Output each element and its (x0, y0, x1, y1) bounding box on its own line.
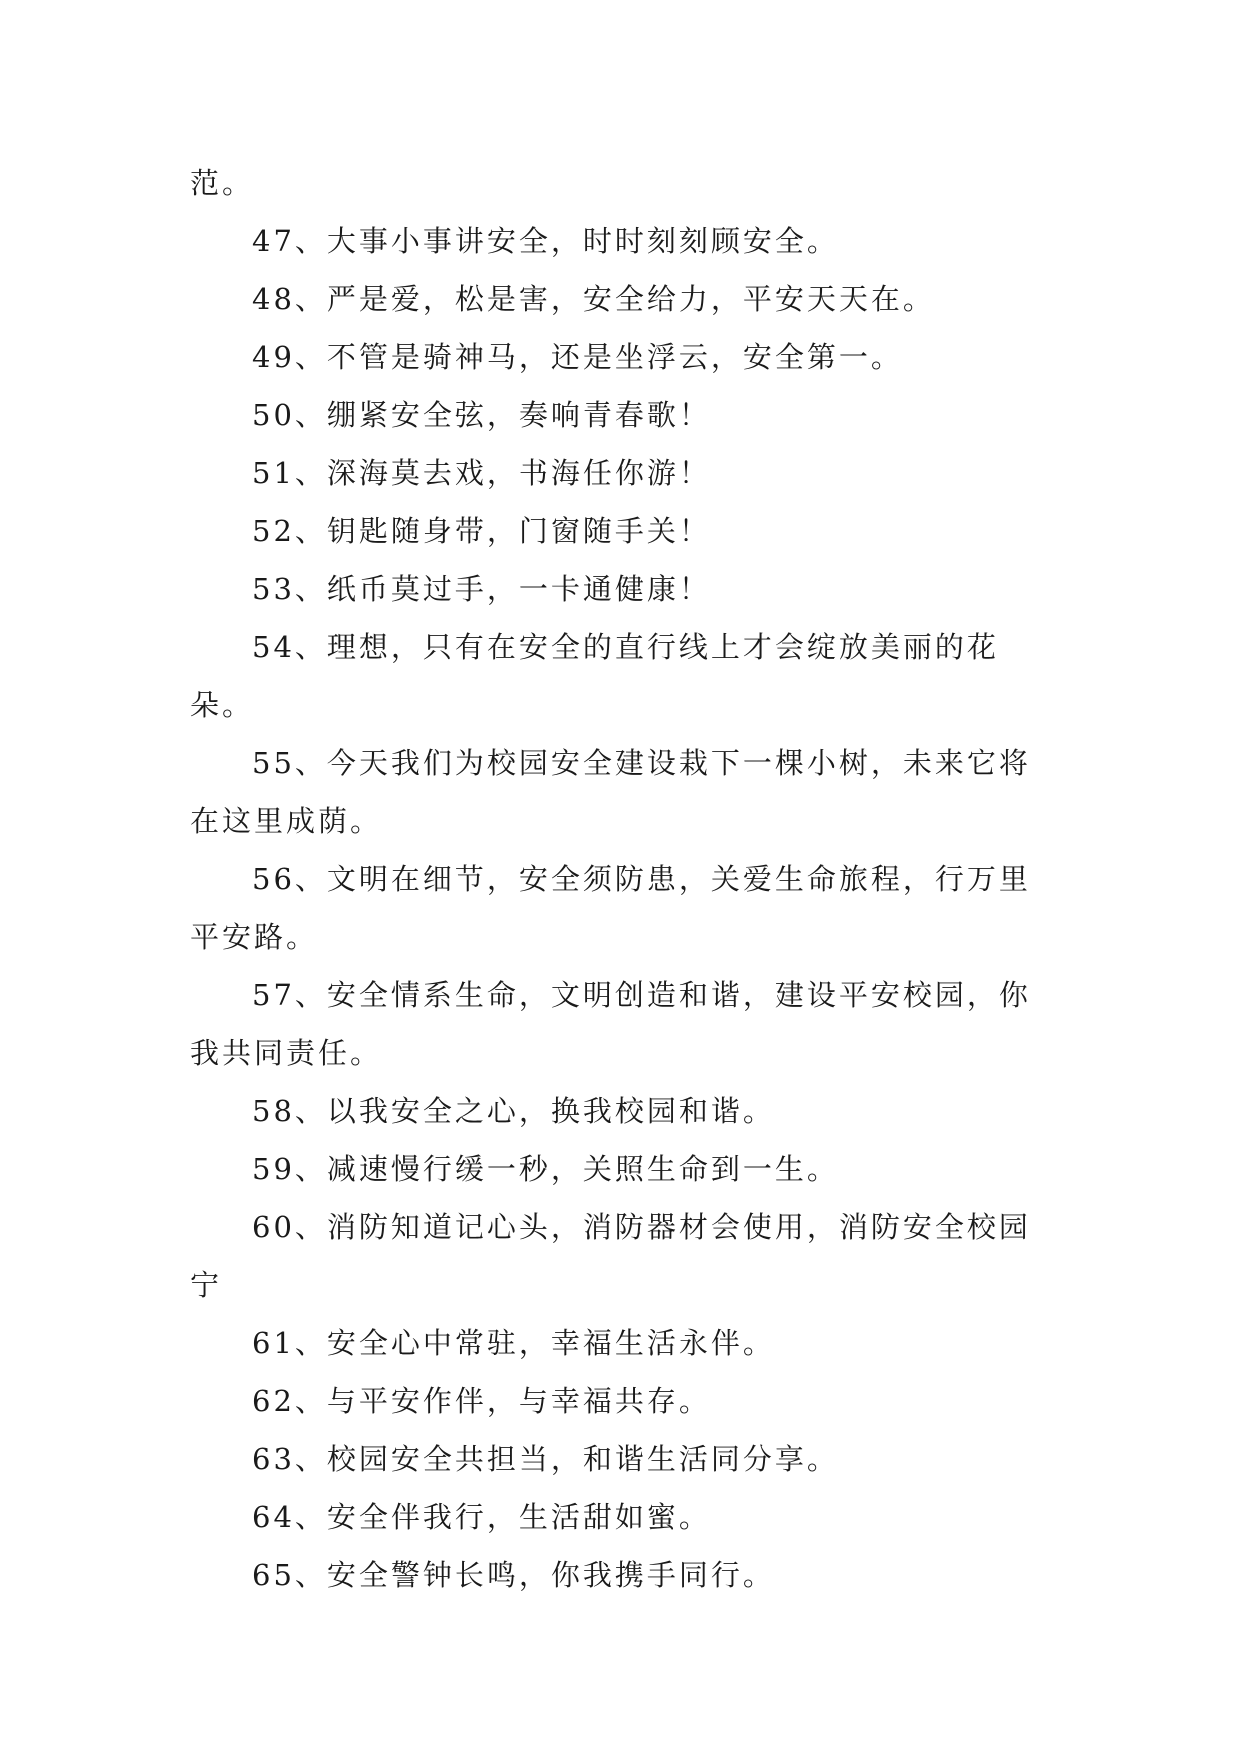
slogan-59: 59、减速慢行缓一秒，关照生命到一生。 (252, 1152, 839, 1186)
paragraph-continuation: 范。 (190, 166, 255, 200)
slogan-60: 60、消防知道记心头，消防器材会使用，消防安全校园宁 (190, 1210, 1031, 1302)
slogan-55: 55、今天我们为校园安全建设栽下一棵小树，未来它将在这里成荫。 (190, 746, 1031, 838)
slogan-49: 49、不管是骑神马，还是坐浮云，安全第一。 (252, 340, 903, 374)
slogan-50: 50、绷紧安全弦，奏响青春歌！ (252, 398, 711, 432)
slogan-51: 51、深海莫去戏，书海任你游！ (252, 456, 711, 490)
slogan-53: 53、纸币莫过手，一卡通健康！ (252, 572, 711, 606)
slogan-52: 52、钥匙随身带，门窗随手关！ (252, 514, 711, 548)
slogan-63: 63、校园安全共担当，和谐生活同分享。 (252, 1442, 839, 1476)
slogan-57: 57、安全情系生命，文明创造和谐，建设平安校园，你我共同责任。 (190, 978, 1031, 1070)
slogan-54: 54、理想，只有在安全的直行线上才会绽放美丽的花朵。 (190, 630, 999, 722)
document-body (190, 154, 1050, 1604)
slogan-48: 48、严是爱，松是害，安全给力，平安天天在。 (252, 282, 935, 316)
slogan-62: 62、与平安作伴，与幸福共存。 (252, 1384, 711, 1418)
slogan-64: 64、安全伴我行，生活甜如蜜。 (252, 1500, 711, 1534)
slogan-56: 56、文明在细节，安全须防患，关爱生命旅程，行万里平安路。 (190, 862, 1031, 954)
slogan-61: 61、安全心中常驻，幸福生活永伴。 (252, 1326, 775, 1360)
slogan-47: 47、大事小事讲安全，时时刻刻顾安全。 (252, 224, 839, 258)
slogan-58: 58、以我安全之心，换我校园和谐。 (252, 1094, 775, 1128)
slogan-65: 65、安全警钟长鸣，你我携手同行。 (252, 1558, 775, 1592)
